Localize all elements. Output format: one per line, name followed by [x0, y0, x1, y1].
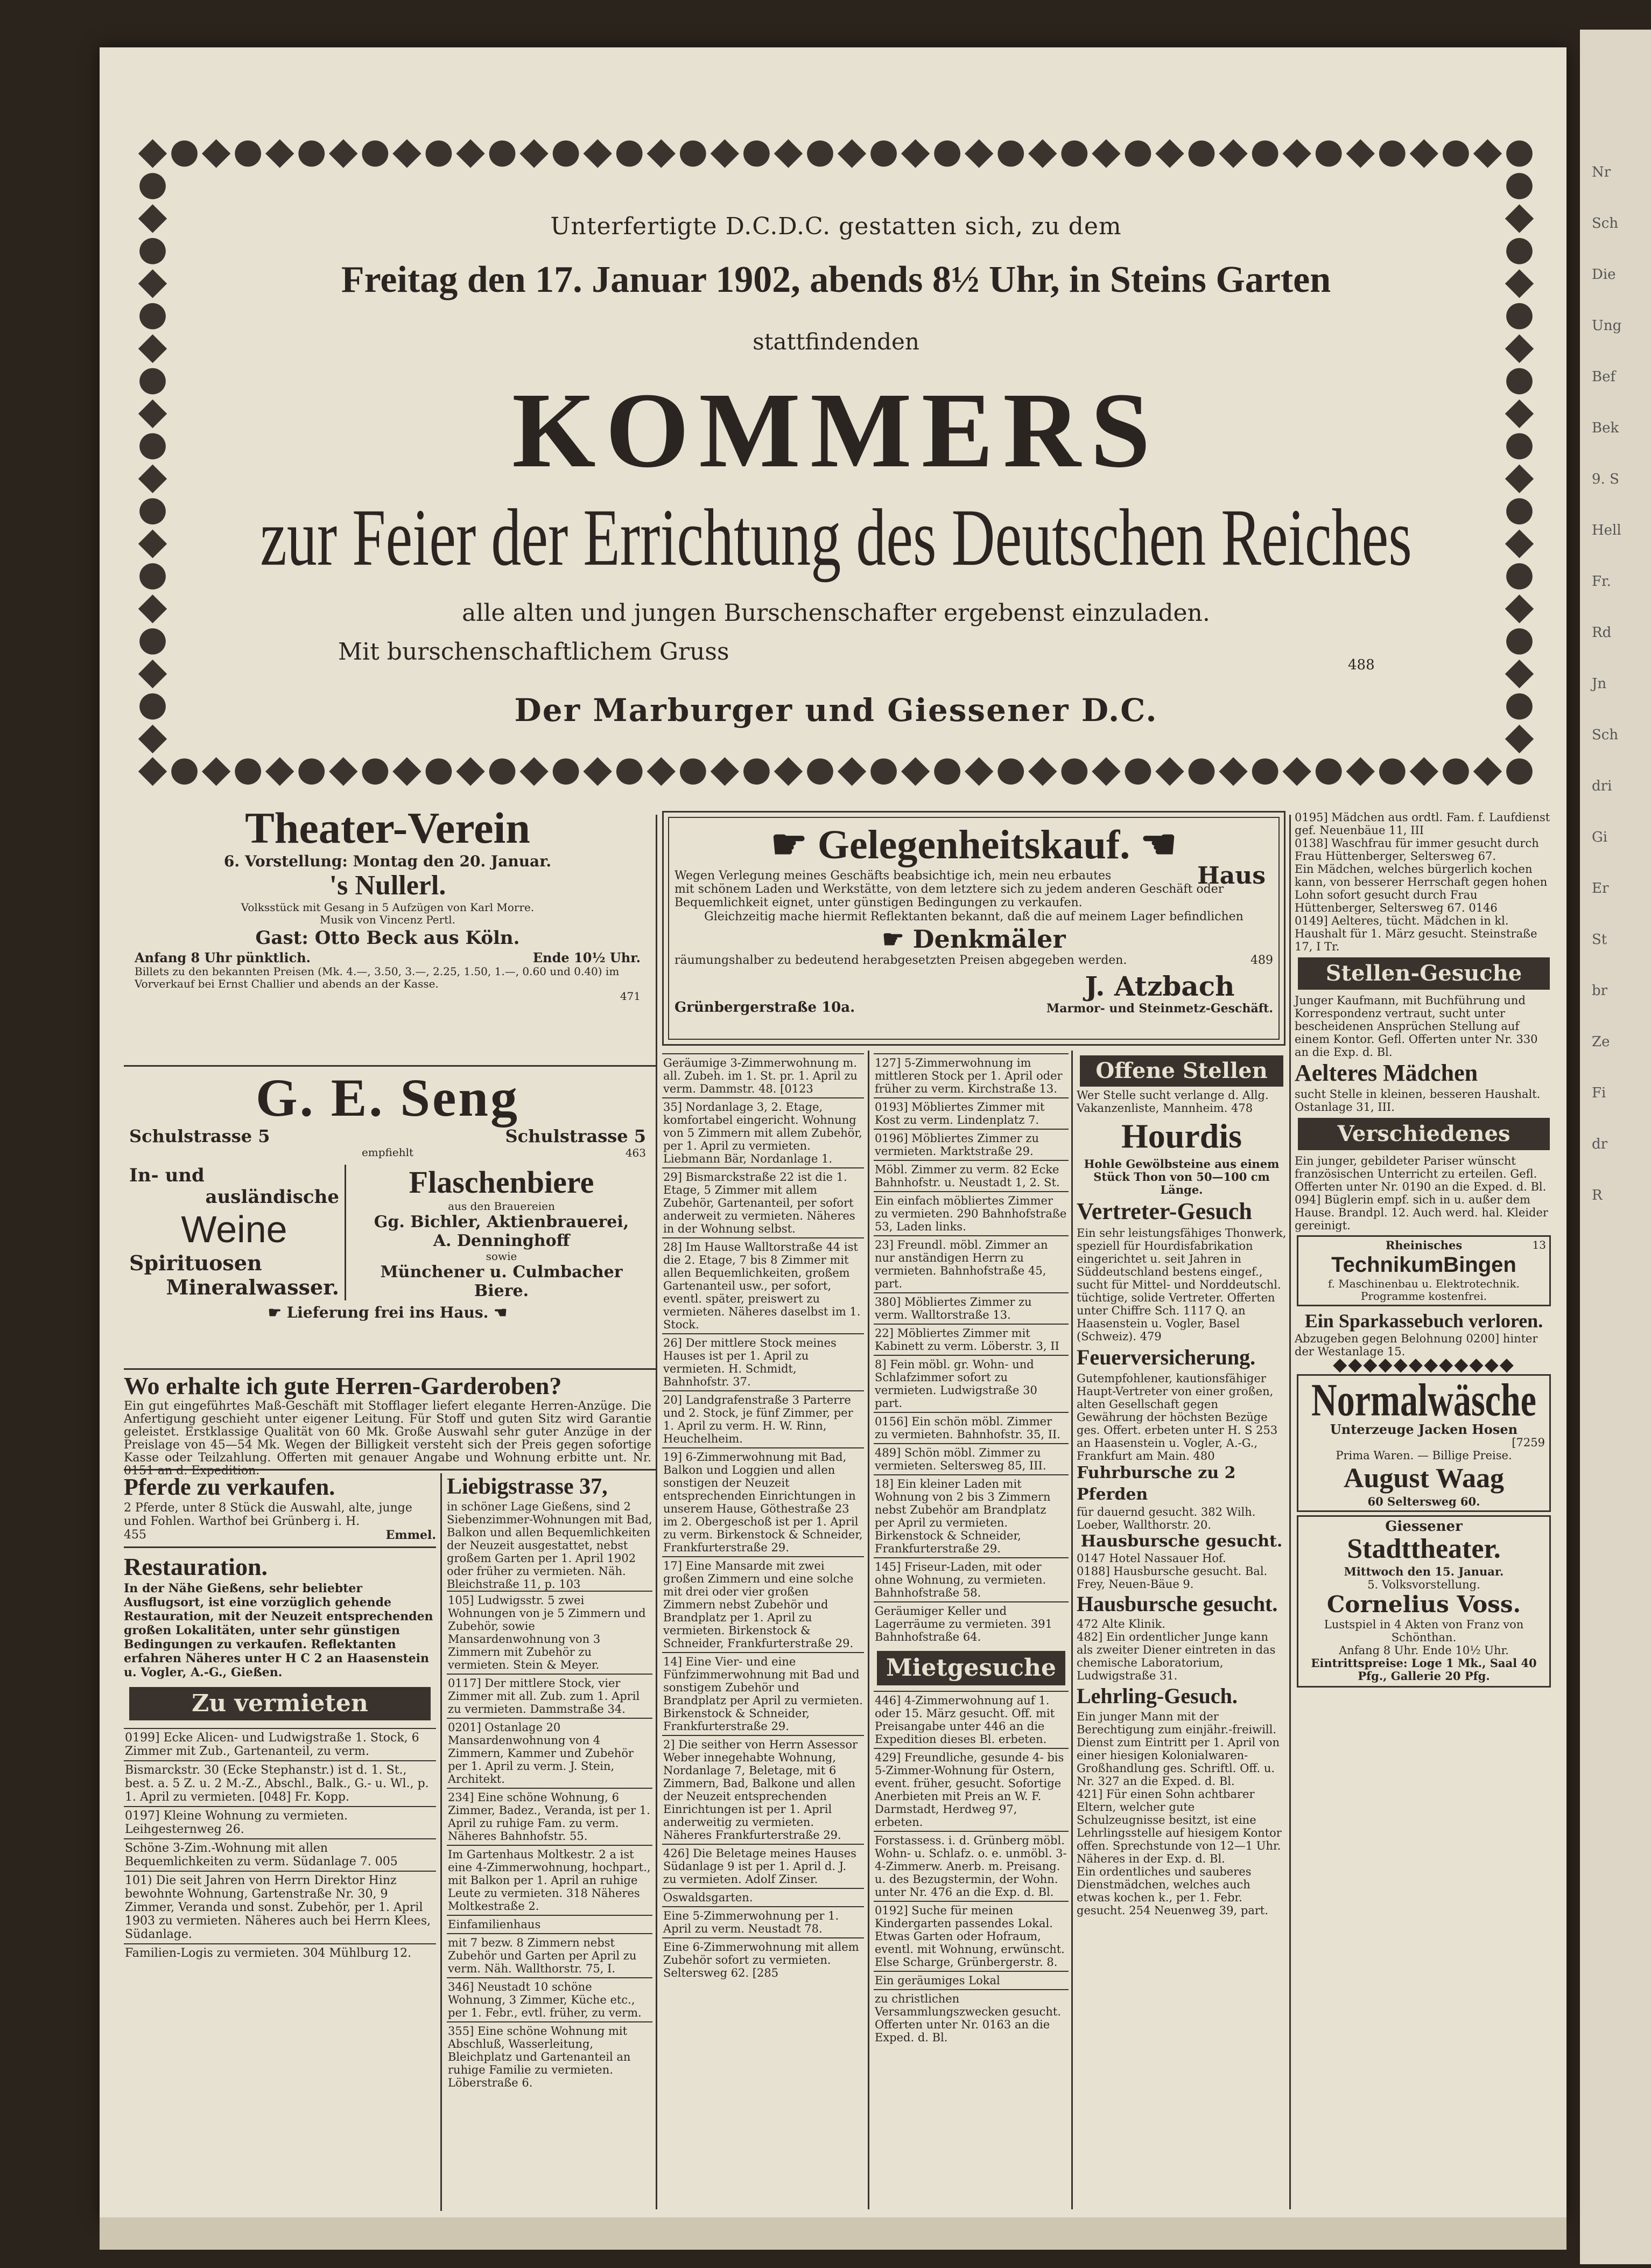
edge-strip-text: Rd	[1592, 625, 1612, 641]
pferde-num: 455	[124, 1528, 146, 1542]
column-rule	[868, 1051, 869, 2209]
col3-item: Geräumige 3-Zimmerwohnung m. all. Zubeh. im 1. St. pr. 1. April zu verm. Dammstr. 48. [0123	[662, 1053, 864, 1097]
zuvermieten-heading: Zu vermieten	[129, 1687, 431, 1720]
col3-list	[662, 1053, 864, 1982]
st8: Eintrittspreise: Loge 1 Mk., Saal 40 Pfg., Gallerie 20 Pfg.	[1311, 1656, 1537, 1683]
col6-a10: Unterzeuge Jacken Hosen	[1330, 1422, 1518, 1437]
mietgesuche-item: 446] 4-Zimmerwohnung auf 1. oder 15. März gesucht. Off. mit Preisangabe unter 446 an die Expedition dieses Bl. erbeten.	[874, 1691, 1069, 1748]
pferde-title: Pferde zu verkaufen.	[124, 1474, 335, 1500]
edge-strip-text: Fi	[1592, 1085, 1606, 1101]
liebig-item: 346] Neustadt 10 schöne Wohnung, 3 Zimmer, Küche etc., per 1. Febr., evtl. früher, zu verm.	[447, 1977, 652, 2021]
edge-strip-text: Ung	[1592, 318, 1622, 334]
col3-item: 20] Landgrafenstraße 3 Parterre und 2. Stock, je fünf Zimmer, per 1. April zu verm. H. W. Rinn, Heuchelheim.	[662, 1390, 864, 1447]
col6-a4: 0149] Aelteres, tücht. Mädchen in kl. Haushalt für 1. März gesucht. Steinstraße 17, I Tr.	[1295, 914, 1537, 953]
feuer-text: Gutempfohlener, kautionsfähiger Haupt-Vertreter von einer großen, alten Gesellschaft gegen Gewährung der höchsten Bezüge ges. Offert. erbeten unter H. S 253 an Haasenstein u. Vogler, A.-G., Frankfurt am Main. 480	[1077, 1372, 1278, 1462]
normalwaesche-box	[1297, 1374, 1551, 1512]
lehrling-text: Ein junger Mann mit der Berechtigung zum einjähr.-freiwill. Dienst zum Eintritt per 1. April von einer hiesigen Kolonialwaren-Großhandlung ges. Schriftl. Off. u. Nr. 327 an die Exped. d. Bl.	[1077, 1710, 1280, 1788]
zuvermieten-item: Bismarckstr. 30 (Ecke Stephanstr.) ist d. 1. St., best. a. 5 Z. u. 2 M.-Z., Abschl., Balk., G.- u. Wl., p. 1. April zu vermieten. [048] Fr. Kopp.	[124, 1760, 436, 1806]
pointing-hand-icon: ☚	[1140, 822, 1177, 867]
gelegenheit-sub: Marmor- und Steinmetz-Geschäft.	[1046, 1002, 1273, 1016]
feuer-title: Feuerversicherung.	[1077, 1345, 1256, 1369]
edge-strip-text: Ze	[1592, 1034, 1610, 1050]
gelegenheit-haus: Haus	[1197, 862, 1266, 890]
mietgesuche-item: 0192] Suche für meinen Kindergarten passendes Lokal. Etwas Garten oder Hofraum, eventl. mit Wohnung, erwünscht. Else Scharge, Grünbergerstr. 8.	[874, 1901, 1069, 1971]
section-rule	[124, 1065, 656, 1067]
edge-strip-text: dr	[1592, 1136, 1608, 1152]
col3-item: 19] 6-Zimmerwohnung mit Bad, Balkon und Loggien und allen sonstigen der Neuzeit entsprechenden Einrichtungen in unserem Hause, Göthestraße 23 im 2. Obergeschoß ist per 1. April zu verm. Birkenstock & Schneider, Frankfurterstraße 29.	[662, 1447, 864, 1556]
restauration-title: Restauration.	[124, 1553, 268, 1580]
seng-right1: Flaschenbiere	[409, 1165, 594, 1200]
edge-strip-text: Bef	[1592, 369, 1616, 385]
hourdis-title: Hourdis	[1121, 1117, 1242, 1155]
gelegenheit-num: 489	[1250, 954, 1273, 967]
theater-ad	[124, 804, 651, 1062]
zuvermieten-item: Schöne 3-Zim.-Wohnung mit allen Bequemlichkeiten zu verm. Südanlage 7. 005	[124, 1838, 436, 1871]
announcement-greeting: Mit burschenschaftlichem Gruss	[338, 638, 729, 666]
col6-a5: Junger Kaufmann, mit Buchführung und Korrespondenz vertraut, sucht unter bescheidenen Ansprüchen Stellung auf einem Kontor. Gefl. Offerten unter Nr. 330 an die Exp. d. Bl.	[1295, 994, 1538, 1059]
seng-left1: In- und	[129, 1165, 205, 1186]
seng-addr1: Schulstrasse 5	[129, 1126, 270, 1146]
col4-list	[874, 1053, 1069, 1646]
liebig-item: 0117] Der mittlere Stock, vier Zimmer mit all. Zub. zum 1. April zu vermieten. Dammstraße 34.	[447, 1674, 652, 1718]
seng-right4: A. Denninghoff	[433, 1231, 570, 1250]
col4-item: 8] Fein möbl. gr. Wohn- und Schlafzimmer sofort zu vermieten. Ludwigstraße 30 part.	[874, 1355, 1069, 1412]
zuvermieten-item: 0197] Kleine Wohnung zu vermieten. Leihgesternweg 26.	[124, 1806, 436, 1838]
column-rule	[1071, 1051, 1073, 2209]
tech3: f. Maschinenbau u. Elektrotechnik.	[1327, 1277, 1520, 1290]
section-rule	[124, 1368, 656, 1370]
tech4: Programme kostenfrei.	[1360, 1290, 1487, 1303]
col3-item: 2] Die seither von Herrn Assessor Weber innegehabte Wohnung, Nordanlage 7, Beletage, mit 6 Zimmern, Bad, Balkone und allen der Neuzeit entsprechenden Einrichtungen ist per 1. April anderweitig zu vermieten. Näheres Frankfurterstraße 29.	[662, 1735, 864, 1844]
stellen-gesuche-heading: Stellen-Gesuche	[1298, 957, 1550, 990]
seng-num: 463	[625, 1146, 646, 1159]
seng-left5: Mineralwasser.	[166, 1275, 339, 1299]
announcement-title: KOMMERS	[512, 371, 1160, 490]
col3-item: Eine 5-Zimmerwohnung per 1. April zu verm. Neustadt 78.	[662, 1906, 864, 1937]
col3-item: Eine 6-Zimmerwohnung mit allem Zubehör sofort zu vermieten. Seltersweg 62. [285	[662, 1937, 864, 1982]
st5: Cornelius Voss.	[1326, 1591, 1521, 1618]
st3: Mittwoch den 15. Januar.	[1344, 1565, 1504, 1578]
announcement-signature: Der Marburger und Giessener D.C.	[514, 692, 1158, 729]
pferde-text: 2 Pferde, unter 8 Stück die Auswahl, alte, junge und Fohlen. Warthof bei Grünberg i. H.	[124, 1501, 412, 1528]
tech1: Rheinisches	[1385, 1238, 1463, 1252]
hourdis-text: Hohle Gewölbsteine aus einem Stück Thon von 50—100 cm Länge.	[1084, 1157, 1280, 1196]
col6-a12: 60 Seltersweg 60.	[1367, 1495, 1480, 1508]
haus2-text: 0188] Hausbursche gesucht. Bal. Frey, Neuen-Bäue 9.	[1077, 1565, 1268, 1591]
announcement-date: Freitag den 17. Januar 1902, abends 8½ Uhr, in Steins Garten	[341, 259, 1331, 300]
seng-right7: Biere.	[474, 1282, 529, 1300]
col3-item: 426] Die Beletage meines Hauses Südanlage 9 ist per 1. April d. J. zu vermieten. Adolf Zinser.	[662, 1844, 864, 1888]
tech2: TechnikumBingen	[1331, 1253, 1516, 1277]
seng-title: G. E. Seng	[255, 1068, 520, 1128]
garderobe-title: Wo erhalte ich gute Herren-Garderoben?	[124, 1372, 562, 1399]
col3-item: 29] Bismarckstraße 22 ist die 1. Etage, 5 Zimmer mit allem Zubehör, Gartenanteil, per sofort anderweit zu vermieten. Näheres in der Wohnung selbst.	[662, 1167, 864, 1237]
kommers-announcement	[137, 137, 1535, 788]
fahr-text: für dauernd gesucht. 382 Wilh. Loeber, Wallthorstr. 20.	[1077, 1506, 1256, 1531]
col6-a2: 0138] Waschfrau für immer gesucht durch Frau Hüttenberger, Seltersweg 67.	[1295, 837, 1539, 863]
zuvermieten-list	[124, 1728, 436, 1962]
left-narrow-column	[124, 1473, 436, 2206]
col6-a10b: [7259	[1512, 1436, 1545, 1449]
seng-left-col	[124, 1165, 339, 1300]
liebig-item: Im Gartenhaus Moltkestr. 2 a ist eine 4-Zimmerwohnung, hochpart., mit Balkon per 1. April an ruhige Leute zu vermieten. 318 Näheres Moltkestraße 2.	[447, 1845, 652, 1915]
liebig-text: in schöner Lage Gießens, sind 2 Siebenzimmer-Wohnungen mit Bad, Balkon und allen Bequemlichkeiten der Neuzeit ausgestattet, nebst großem Garten per 1. April 1902 oder früher zu vermieten. Näh. Bleichstraße 11, p. 103	[447, 1500, 652, 1591]
edge-strip-text: Bek	[1592, 420, 1619, 436]
haus3-title: Hausbursche gesucht.	[1077, 1592, 1278, 1616]
theater-play: 's Nullerl.	[329, 870, 446, 901]
theater-end: Ende 10½ Uhr.	[532, 950, 641, 965]
seng-left2: ausländische	[205, 1186, 339, 1208]
edge-strip-text: Die	[1592, 267, 1616, 283]
theater-prices: Billets zu den bekannten Preisen (Mk. 4.—, 3.50, 3.—, 2.25, 1.50, 1.—, 0.60 und 0.40) im Vorverkauf bei Ernst Challier und abends an der Kasse.	[135, 965, 620, 990]
mietgesuche-item: 429] Freundliche, gesunde 4- bis 5-Zimmer-Wohnung für Ostern, event. früher, gesucht. Sofortige Anerbieten mit Preis an W. F. Darmstadt, Herdweg 97, erbeten.	[874, 1748, 1069, 1831]
seng-left3: Weine	[181, 1208, 287, 1250]
theater-line3: Volksstück mit Gesang in 5 Aufzügen von Karl Morre.	[241, 901, 535, 914]
fahr-title: Fuhrbursche zu 2 Pferden	[1077, 1464, 1236, 1504]
seng-left4: Spirituosen	[129, 1251, 262, 1275]
pointing-hand-icon: ☛	[882, 925, 904, 954]
theater-guest: Gast: Otto Beck aus Köln.	[255, 927, 520, 949]
col4-item: 127] 5-Zimmerwohnung im mittleren Stock per 1. April oder früher zu verm. Kirchstraße 13.	[874, 1053, 1069, 1097]
seng-empfiehlt: empfiehlt	[361, 1146, 414, 1159]
col3-item: 28] Im Hause Walltorstraße 44 ist die 2. Etage, 7 bis 8 Zimmer mit allen Bequemlichkeiten, großem Gartenanteil usw., per sofort, eventl. später, preiswert zu vermieten. Näheres daselbst im 1. Stock.	[662, 1237, 864, 1333]
col6-a7: Ein junger, gebildeter Pariser wünscht französischen Unterricht zu erteilen. Gefl. Offerten unter Nr. 0190 an die Exped. d. Bl.	[1295, 1154, 1547, 1193]
gelegenheit-text2: mit schönem Laden und Werkstätte, von dem letztere sich zu jedem anderen Geschäft oder Bequemlichkeit eignet, unter günstigen Bedingungen zu verkaufen.	[675, 883, 1224, 909]
col4-item: Ein einfach möbliertes Zimmer zu vermieten. 290 Bahnhofstraße 53, Laden links.	[874, 1191, 1069, 1235]
col6-a1: 0195] Mädchen aus ordtl. Fam. f. Laufdienst gef. Neuenbäue 11, III	[1295, 811, 1550, 837]
st4: 5. Volksvorstellung.	[1367, 1578, 1480, 1591]
page-edge	[100, 2217, 1566, 2250]
gelegenheitskauf-ad	[662, 811, 1285, 1046]
diener-text: 482] Ein ordentlicher Junge kann als zweiter Diener eintreten in das chemische Laboratorium, Ludwigstraße 31.	[1077, 1630, 1276, 1682]
col4-item: Geräumiger Keller und Lagerräume zu vermieten. 391 Bahnhofstraße 64.	[874, 1601, 1069, 1646]
edge-strip-text: br	[1592, 983, 1608, 999]
col3-item: 17] Eine Mansarde mit zwei großen Zimmern und eine solche mit drei oder vier großen Zimmern nebst Zubehör und Brandplatz per 1. April zu vermieten. Birkenstock & Schneider, Frankfurterstraße 29.	[662, 1556, 864, 1652]
column-5	[1077, 1053, 1287, 2208]
mietgesuche-list	[874, 1691, 1069, 2046]
gelegenheit-title: Gelegenheitskauf.	[817, 822, 1130, 867]
dienst-text: Ein ordentliches und sauberes Dienstmädchen, welches auch etwas kochen k., per 1. Febr. gesucht. 254 Neuenweg 39, part.	[1077, 1865, 1268, 1917]
liebig-item: 355] Eine schöne Wohnung mit Abschluß, Wasserleitung, Bleichplatz und Gartenanteil an ruhige Familie zu vermieten. Löberstraße 6.	[447, 2021, 652, 2091]
column-rule	[440, 1473, 442, 2211]
normal-title: Normalwäsche	[1311, 1374, 1536, 1426]
haus1-text: 0147 Hotel Nassauer Hof.	[1077, 1552, 1226, 1565]
liebig-item: mit 7 bezw. 8 Zimmern nebst Zubehör und Garten per April zu verm. Näh. Wallthorstr. 75, I.	[447, 1933, 652, 1977]
col4-item: 145] Friseur-Laden, mit oder ohne Wohnung, zu vermieten. Bahnhofstraße 58.	[874, 1557, 1069, 1601]
st6: Lustspiel in 4 Akten von Franz von Schönthan.	[1324, 1618, 1524, 1644]
seng-right-col	[352, 1165, 651, 1300]
announcement-line1: Unterfertigte D.C.D.C. gestatten sich, zu dem	[550, 213, 1122, 240]
announcement-line3: stattfindenden	[753, 328, 919, 355]
pferde-name: Emmel.	[385, 1528, 436, 1542]
gelegenheit-text1: Wegen Verlegung meines Geschäfts beabsichtige ich, mein neu erbautes	[675, 869, 1112, 883]
liebig-title: Liebigstrasse 37,	[447, 1474, 608, 1499]
col4-item: 22] Möbliertes Zimmer mit Kabinett zu verm. Löberstr. 3, II	[874, 1324, 1069, 1355]
seng-right2: aus den Brauereien	[448, 1200, 555, 1213]
gelegenheit-denkmaeler: Denkmäler	[912, 925, 1066, 954]
col6-a8: 094] Büglerin empf. sich in u. außer dem Hause. Brandpl. 12. Auch werd. hal. Kleider gereinigt.	[1295, 1193, 1548, 1232]
edge-strip-text: 9. S	[1592, 471, 1619, 487]
liebig-item: 105] Ludwigsstr. 5 zwei Wohnungen von je 5 Zimmern und Zubehör, sowie Mansardenwohnung von 3 Zimmern mit Zubehör zu vermieten. Stein & Meyer.	[447, 1591, 652, 1674]
aeltere-title: Aelteres Mädchen	[1295, 1060, 1478, 1086]
edge-strip-text: R	[1592, 1187, 1603, 1203]
col4-item: 0193] Möbliertes Zimmer mit Kost zu verm. Lindenplatz 7.	[874, 1097, 1069, 1129]
vertreter-title: Vertreter-Gesuch	[1077, 1198, 1252, 1224]
col3-item: 35] Nordanlage 3, 2. Etage, komfortabel eingericht. Wohnung von 5 Zimmern mit allem Zubehör, per 1. April zu vermieten. Liebmann Bär, Nordanlage 1.	[662, 1097, 864, 1167]
liebig-item: Einfamilienhaus	[447, 1915, 652, 1933]
mietgesuche-item: Ein geräumiges Lokal	[874, 1971, 1069, 1989]
waag-title: August Waag	[1343, 1463, 1505, 1494]
column-rule	[656, 815, 657, 2209]
gelegenheit-addr: Grünbergerstraße 10a.	[675, 999, 855, 1016]
mietgesuche-item: Forstassess. i. d. Grünberg möbl. Wohn- u. Schlafz. o. e. unmöbl. 3-4-Zimmerw. Anerb. m. Preisang. u. des Bezugstermin, der Wohn. unter Nr. 476 an die Exp. d. Bl.	[874, 1831, 1069, 1901]
col3-item: Oswaldsgarten.	[662, 1888, 864, 1906]
garderobe-text: Ein gut eingeführtes Maß-Geschäft mit Stofflager liefert elegante Herren-Anzüge. Die Anfertigung geschieht unter eigener Leitung. Für Stoff und guten Sitz wird Garantie geleistet. Erstklassige Qualität von 60 Mk. Große Auswahl sehr guter Anzüge in der Preislage von 45—54 Mk. Wegen der Billigkeit versteht sich der Preis gegen sofortige Kasse oder Teilzahlung. Offerten mit genauer Angabe und Wohnung erbitte unt. Nr. 0151 an d. Expedition.	[124, 1399, 651, 1478]
liebig-column	[447, 1473, 652, 2206]
restauration-text: In der Nähe Gießens, sehr beliebter Ausflugsort, ist eine vorzüglich gehende Restauration, mit der Neuzeit entsprechenden großen Lokalitäten, unter sehr günstigen Bedingungen zu verkaufen. Reflektanten erfahren Näheres unter H C 2 an Haasenstein u. Vogler, A.-G., Gießen.	[124, 1581, 433, 1679]
adjacent-page-edge	[1580, 30, 1651, 2264]
col4-item: 380] Möbliertes Zimmer zu verm. Walltorstraße 13.	[874, 1292, 1069, 1324]
mietgesuche-item: zu christlichen Versammlungszwecken gesucht. Offerten unter Nr. 0163 an die Exped. d. Bl.	[874, 1989, 1069, 2046]
col4-item: 489] Schön möbl. Zimmer zu vermieten. Seltersweg 85, III.	[874, 1443, 1069, 1474]
zuvermieten-item: 0199] Ecke Alicen- und Ludwigstraße 1. Stock, 6 Zimmer mit Zub., Gartenanteil, zu verm.	[124, 1728, 436, 1760]
edge-strip-text: Fr.	[1592, 573, 1611, 590]
diamond-divider: ◆◆◆◆◆◆◆◆◆◆◆◆	[1333, 1354, 1515, 1375]
edge-strip-text: Sch	[1592, 215, 1619, 232]
col6-a6: sucht Stelle in kleinen, besseren Haushalt. Ostanlage 31, III.	[1295, 1088, 1541, 1114]
seng-right6: Münchener u. Culmbacher	[380, 1263, 623, 1282]
liebig-item: 0201] Ostanlage 20 Mansardenwohnung von 4 Zimmern, Kammer und Zubehör per 1. April zu verm. J. Stein, Architekt.	[447, 1718, 652, 1788]
pointing-hand-icon: ☛	[268, 1304, 282, 1321]
st7: Anfang 8 Uhr. Ende 10½ Uhr.	[1339, 1644, 1509, 1657]
zuvermieten-item: Familien-Logis zu vermieten. 304 Mühlburg 12.	[124, 1943, 436, 1962]
column-3	[662, 1053, 864, 2208]
gelegenheit-name: J. Atzbach	[1085, 970, 1235, 1002]
col6-a9: Abzugeben gegen Belohnung 0200] hinter der Westanlage 15.	[1295, 1332, 1538, 1358]
pointing-hand-icon: ☚	[494, 1304, 508, 1321]
newspaper-page	[100, 47, 1566, 2217]
edge-strip-text: Jn	[1592, 676, 1607, 692]
offene-stellen-heading: Offene Stellen	[1080, 1055, 1283, 1087]
stadttheater-box	[1297, 1515, 1551, 1688]
col4-item: Möbl. Zimmer zu verm. 82 Ecke Bahnhofstr. u. Neustadt 1, 2. St.	[874, 1160, 1069, 1191]
technikum-box	[1297, 1235, 1551, 1306]
theater-line4: Musik von Vincenz Pertl.	[319, 913, 455, 926]
pointing-hand-icon: ☛	[770, 822, 807, 867]
theater-title: Theater-Verein	[245, 803, 530, 852]
haus1-title: Hausbursche gesucht.	[1080, 1532, 1283, 1551]
col3-item: 26] Der mittlere Stock meines Hauses ist per 1. April zu vermieten. H. Schmidt, Bahnhofstr. 37.	[662, 1333, 864, 1390]
zuvermieten-item: 101) Die seit Jahren von Herrn Direktor Hinz bewohnte Wohnung, Gartenstraße Nr. 30, 9 Zimmer, Veranda und sonst. Zubehör, per 1. April 1903 zu vermieten. Näheres auch bei Herrn Klees, Südanlage.	[124, 1871, 436, 1943]
edge-strip-text: Hell	[1592, 522, 1621, 538]
spar-title: Ein Sparkassebuch verloren.	[1304, 1310, 1543, 1332]
seng-addr2: Schulstrasse 5	[505, 1126, 646, 1146]
haus3-text: 472 Alte Klinik.	[1077, 1618, 1165, 1630]
vertreter-text: Ein sehr leistungsfähiges Thonwerk, speziell für Hourdisfabrikation eingerichtet u. seit Jahren in Süddeutschland bestens eingef., sucht für Mittel- und Norddeutschl. tüchtige, solide Vertreter. Offerten unter Chiffre Sch. 1117 Q. an Haasenstein u. Vogler, Basel (Schweiz). 479	[1077, 1227, 1287, 1343]
seng-footer: Lieferung frei ins Haus.	[286, 1304, 489, 1321]
edge-strip-text: Nr	[1592, 164, 1611, 180]
edge-strip-text: dri	[1592, 778, 1612, 794]
column-4	[874, 1053, 1069, 2208]
col5-stellen1: Wer Stelle sucht verlange d. Allg. Vakanzenliste, Mannheim. 478	[1077, 1089, 1269, 1115]
st2: Stadttheater.	[1347, 1534, 1501, 1564]
col4-item: 0196] Möbliertes Zimmer zu vermieten. Marktstraße 29.	[874, 1129, 1069, 1160]
edge-strip-text: Er	[1592, 880, 1609, 897]
theater-line1: 6. Vorstellung: Montag den 20. Januar.	[223, 852, 552, 870]
lehrling-title: Lehrling-Gesuch.	[1077, 1684, 1238, 1708]
col4-item: 0156] Ein schön möbl. Zimmer zu vermieten. Bahnhofstr. 35, II.	[874, 1412, 1069, 1443]
liebig-list	[447, 1591, 652, 2091]
mietgesuche-heading: Mietgesuche	[877, 1651, 1065, 1685]
column-6	[1295, 811, 1553, 2208]
theater-num: 471	[620, 990, 641, 1003]
col4-item: 23] Freundl. möbl. Zimmer an nur anständigen Herrn zu vermieten. Bahnhofstraße 45, part.	[874, 1235, 1069, 1292]
verschiedenes-heading: Verschiedenes	[1298, 1118, 1550, 1150]
col6-a3: Ein Mädchen, welches bürgerlich kochen kann, von besserer Herrschaft gegen hohen Lohn sofort gesucht durch Frau Hüttenberger, Seltersweg 67. 0146	[1295, 863, 1548, 914]
liebig-item: 234] Eine schöne Wohnung, 6 Zimmer, Badez., Veranda, ist per 1. April zu ruhige Fam. zu verm. Näheres Bahnhofstr. 55.	[447, 1788, 652, 1845]
st1: Giessener	[1385, 1518, 1463, 1535]
edge-strip-text: Sch	[1592, 727, 1619, 743]
announcement-line6: alle alten und jungen Burschenschafter ergebenst einzuladen.	[462, 599, 1210, 627]
garderobe-ad	[124, 1372, 651, 1478]
col3-item: 14] Eine Vier- und eine Fünfzimmerwohnung mit Bad und sonstigem Zubehör und Brandplatz per April zu vermieten. Birkenstock & Schneider, Frankfurterstraße 29.	[662, 1652, 864, 1735]
col6-a11: Prima Waren. — Billige Preise.	[1336, 1449, 1512, 1462]
seng-right5: sowie	[486, 1250, 517, 1263]
edge-strip-text: Gi	[1592, 829, 1608, 845]
edge-strip-text: St	[1592, 932, 1607, 948]
column-rule	[1289, 815, 1291, 2209]
announcement-number: 488	[1348, 657, 1375, 673]
seng-ad	[124, 1069, 651, 1366]
col4-item: 18] Ein kleiner Laden mit Wohnung von 2 bis 3 Zimmern nebst Zubehör am Brandplatz per April zu vermieten. Birkenstock & Schneider, Frankfurterstraße 29.	[874, 1474, 1069, 1557]
kinder-text: 421] Für einen Sohn achtbarer Eltern, welcher gute Schulzeugnisse besitzt, ist eine Lehrlingsstelle auf hiesigem Kontor offen. Sprechstunde von 12—1 Uhr. Näheres in der Exp. d. Bl.	[1077, 1788, 1282, 1865]
seng-right3: Gg. Bichler, Aktienbrauerei,	[374, 1213, 629, 1231]
gelegenheit-text4: räumungshalber zu bedeutend herabgesetzten Preisen abgegeben werden.	[675, 954, 1127, 967]
gelegenheit-text3: Gleichzeitig mache hiermit Reflektanten bekannt, daß die auf meinem Lager befindlichen	[704, 910, 1243, 923]
tech-num: 13	[1532, 1238, 1546, 1251]
announcement-subtitle: zur Feier der Errichtung des Deutschen Reiches	[260, 493, 1412, 583]
theater-start: Anfang 8 Uhr pünktlich.	[135, 950, 311, 965]
